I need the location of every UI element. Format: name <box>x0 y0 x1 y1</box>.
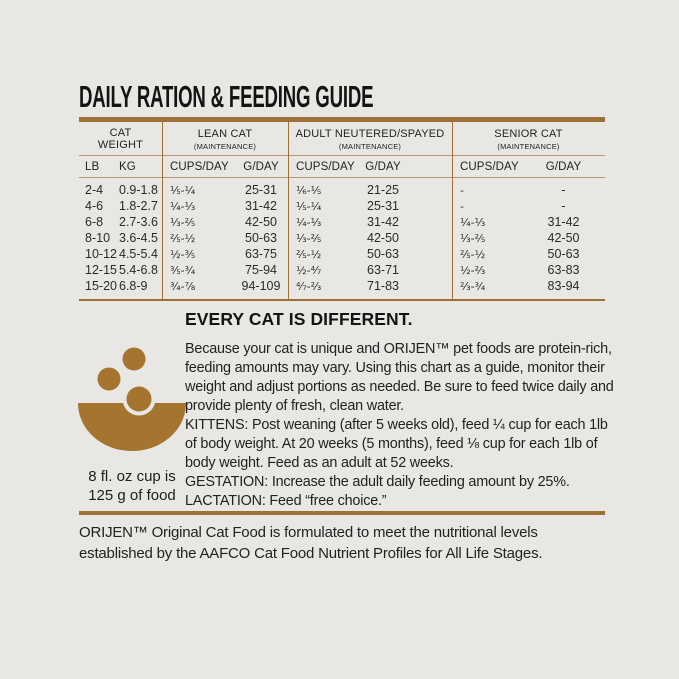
group-label: CAT WEIGHT <box>97 126 144 151</box>
column-header-adult-g: G/DAY <box>365 160 401 173</box>
cell-lean-g: 50-63 <box>245 231 277 245</box>
cell-senior-g: 50-63 <box>547 247 580 261</box>
cell-adult-g: 50-63 <box>367 247 399 261</box>
cell-lean-cups: ⅖-½ <box>170 231 196 245</box>
cell-adult-cups: ½-⁴⁄₇ <box>296 263 322 277</box>
cup-caption <box>73 467 191 505</box>
cell-adult-g: 25-31 <box>367 199 399 213</box>
note-body: Because your cat is unique and ORIJEN™ pet foods are protein-rich, feeding amounts may vary. Using this chart as a guide, monitor their weight and adjust portions as needed. Be sure to feed twice daily and provide plenty of fresh, clean water. <box>185 341 614 414</box>
cup-caption-line1: 8 fl. oz cup is <box>88 468 176 485</box>
group-lean-cat <box>162 122 288 155</box>
cell-senior-cups: ⅔-¾ <box>460 279 486 293</box>
cell-adult-cups: ⅕-¼ <box>296 199 322 213</box>
table-row <box>79 182 605 198</box>
cell-lb: 12-15 <box>85 263 117 277</box>
cell-adult-g: 63-71 <box>367 263 399 277</box>
group-sublabel: (MAINTENANCE) <box>193 142 257 151</box>
group-adult-neutered-spayed <box>288 122 452 155</box>
column-header-senior-cups: CUPS/DAY <box>460 160 519 173</box>
cell-senior-cups: ⅓-⅖ <box>460 231 486 245</box>
column-header-adult-cups: CUPS/DAY <box>296 160 355 173</box>
cell-kg: 1.8-2.7 <box>119 199 158 213</box>
cell-adult-g: 31-42 <box>367 215 399 229</box>
cell-senior-cups: ¼-⅓ <box>460 215 486 229</box>
cell-lean-cups: ½-⅗ <box>170 247 196 261</box>
table-row <box>79 198 605 214</box>
cup-caption-line2: 125 g of food <box>88 487 176 504</box>
group-sublabel: (MAINTENANCE) <box>338 142 402 151</box>
cell-kg: 6.8-9 <box>119 279 148 293</box>
group-label: LEAN CAT <box>197 128 253 140</box>
cell-adult-cups: ⅖-½ <box>296 247 322 261</box>
cell-lb: 15-20 <box>85 279 117 293</box>
cell-lean-cups: ⅓-⅖ <box>170 215 196 229</box>
table-row <box>79 262 605 278</box>
column-header-lean-g: G/DAY <box>243 160 279 173</box>
cell-adult-g: 42-50 <box>367 231 399 245</box>
column-divider <box>452 122 453 299</box>
column-header-senior-g: G/DAY <box>545 160 582 173</box>
note-gestation: GESTATION: Increase the adult daily feeding amount by 25%. <box>185 474 570 490</box>
column-divider <box>288 122 289 299</box>
cell-senior-g: 63-83 <box>547 263 580 277</box>
group-senior-cat <box>452 122 605 155</box>
food-bowl-icon <box>77 337 187 452</box>
aafco-statement: ORIJEN™ Original Cat Food is formulated to meet the nutritional levels established by the AAFCO Cat Food Nutrient Profiles for All Life Stages. <box>79 524 543 562</box>
cell-senior-cups: ½-⅔ <box>460 263 486 277</box>
cell-senior-g: 42-50 <box>547 231 580 245</box>
group-cat-weight <box>79 122 162 155</box>
cell-kg: 5.4-6.8 <box>119 263 158 277</box>
cell-lean-cups: ¼-⅓ <box>170 199 196 213</box>
cell-adult-cups: ⅙-⅕ <box>296 183 322 197</box>
cell-lean-g: 63-75 <box>245 247 277 261</box>
table-row <box>79 278 605 294</box>
cell-lean-cups: ⅗-¾ <box>170 263 196 277</box>
cell-lb: 6-8 <box>85 215 104 229</box>
cell-lean-g: 25-31 <box>245 183 277 197</box>
cell-kg: 2.7-3.6 <box>119 215 158 229</box>
feeding-table <box>79 117 605 301</box>
group-label: SENIOR CAT <box>494 128 563 140</box>
page-title: DAILY RATION & FEEDING GUIDE <box>79 79 374 114</box>
cell-kg: 0.9-1.8 <box>119 183 158 197</box>
cell-adult-g: 71-83 <box>367 279 399 293</box>
note-lactation: LACTATION: Feed “free choice.” <box>185 493 387 509</box>
cell-senior-cups: ⅖-½ <box>460 247 486 261</box>
cell-kg: 3.6-4.5 <box>119 231 158 245</box>
cell-lean-cups: ⅕-¼ <box>170 183 196 197</box>
cell-lb: 10-12 <box>85 247 117 261</box>
cell-lean-g: 94-109 <box>241 279 281 293</box>
feeding-note <box>185 309 615 511</box>
section-divider <box>79 511 605 515</box>
cell-senior-g: - <box>561 199 566 213</box>
cell-senior-g: - <box>561 183 566 197</box>
table-row <box>79 214 605 230</box>
cell-lean-g: 31-42 <box>245 199 277 213</box>
group-label: ADULT NEUTERED/SPAYED <box>295 128 445 140</box>
cell-lb: 2-4 <box>85 183 104 197</box>
cell-adult-cups: ¼-⅓ <box>296 215 322 229</box>
table-subheader <box>79 156 605 178</box>
column-header-lean-cups: CUPS/DAY <box>170 160 229 173</box>
cell-lean-g: 75-94 <box>245 263 277 277</box>
cup-info <box>73 337 191 505</box>
column-divider <box>162 122 163 299</box>
cell-kg: 4.5-5.4 <box>119 247 158 261</box>
table-row <box>79 230 605 246</box>
cell-lb: 4-6 <box>85 199 104 213</box>
cell-senior-cups: - <box>460 199 464 213</box>
cell-lean-cups: ¾-⅞ <box>170 279 196 293</box>
cell-lean-g: 42-50 <box>245 215 277 229</box>
table-bottom-rule <box>79 299 605 301</box>
cell-adult-g: 21-25 <box>367 183 399 197</box>
cell-senior-cups: - <box>460 183 464 197</box>
table-group-header <box>79 122 605 156</box>
group-sublabel: (MAINTENANCE) <box>497 142 560 151</box>
table-row <box>79 246 605 262</box>
note-kittens: KITTENS: Post weaning (after 5 weeks old), feed ¼ cup for each 1lb of body weight. At 20 weeks (5 months), feed ⅛ cup for each 1lb of body weight. Feed as an adult at 52 weeks. <box>185 417 608 471</box>
column-header-kg: KG <box>119 160 136 173</box>
cell-adult-cups: ⁴⁄₇-⅔ <box>296 279 322 293</box>
cell-senior-g: 83-94 <box>547 279 580 293</box>
cell-adult-cups: ⅓-⅖ <box>296 231 322 245</box>
note-heading: EVERY CAT IS DIFFERENT. <box>185 309 413 329</box>
cell-senior-g: 31-42 <box>547 215 580 229</box>
cell-lb: 8-10 <box>85 231 111 245</box>
table-body <box>79 178 605 299</box>
column-header-lb: LB <box>85 160 100 173</box>
